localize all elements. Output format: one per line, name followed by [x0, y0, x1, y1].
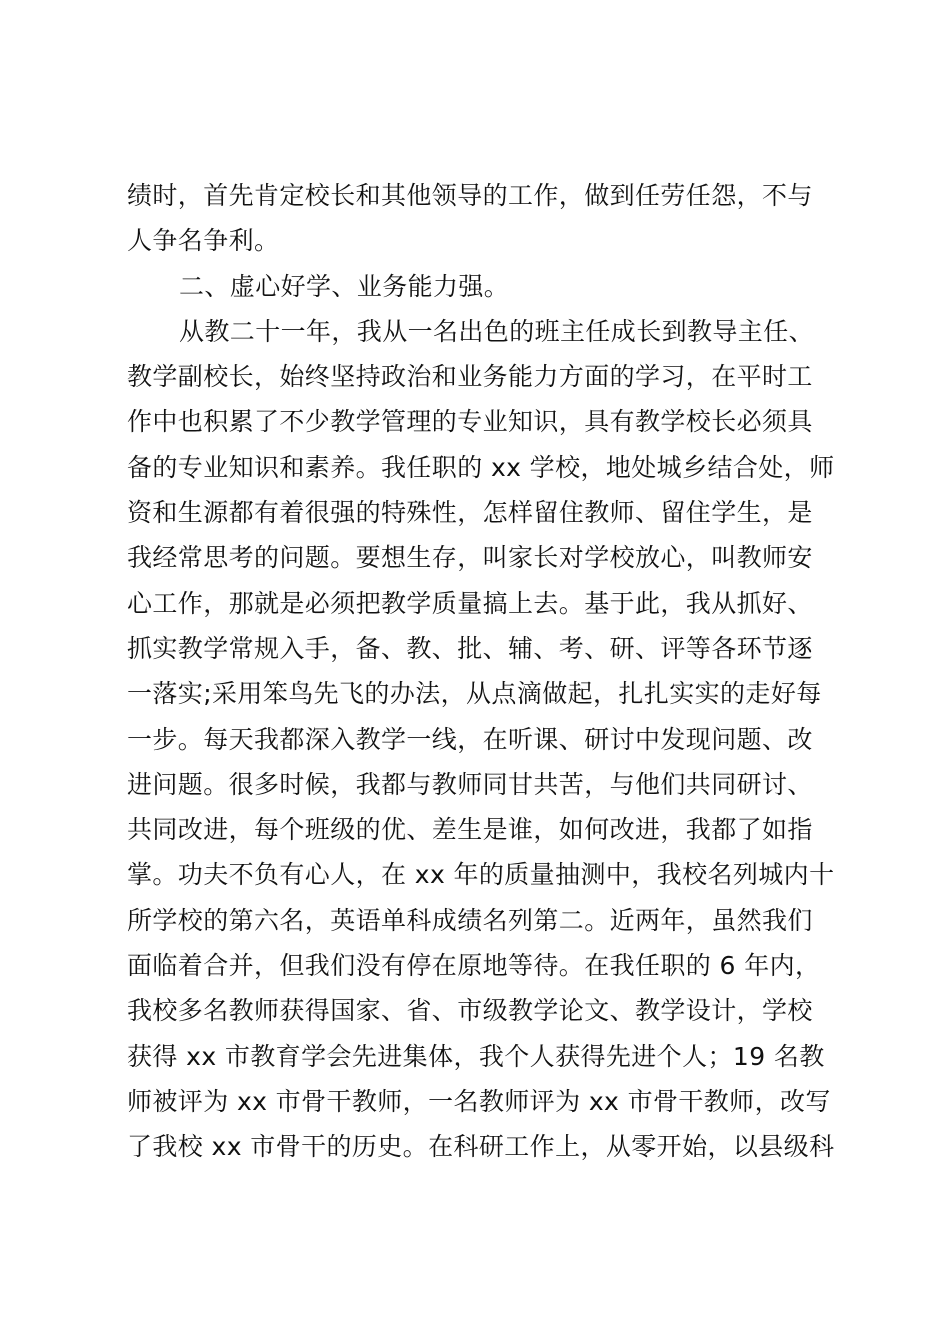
text-line: 一步。每天我都深入教学一线，在听课、研讨中发现问题、改 — [127, 724, 813, 754]
text-line: 心工作，那就是必须把教学质量搞上去。基于此，我从抓好、 — [127, 588, 813, 618]
text-line: 掌。功夫不负有心人，在 xx 年的质量抽测中，我校名列城内十 — [127, 860, 835, 890]
text-line: 获得 xx 市教育学会先进集体，我个人获得先进个人；19 名教 — [127, 1041, 825, 1071]
text-line: 一落实;采用笨鸟先飞的办法，从点滴做起，扎扎实实的走好每 — [127, 679, 822, 709]
text-line: 绩时，首先肯定校长和其他领导的工作，做到任劳任怨，不与 — [127, 181, 813, 210]
text-line: 进问题。很多时候，我都与教师同甘共苦，与他们共同研讨、 — [127, 769, 813, 799]
text-line: 所学校的第六名，英语单科成绩名列第二。近两年，虽然我们 — [127, 905, 813, 935]
section-heading: 二、虚心好学、业务能力强。 — [179, 271, 510, 301]
text-line: 师被评为 xx 市骨干教师，一名教师评为 xx 市骨干教师，改写 — [127, 1086, 831, 1116]
text-line: 面临着合并，但我们没有停在原地等待。在我任职的 6 年内， — [127, 951, 821, 981]
text-line: 共同改进，每个班级的优、差生是谁，如何改进，我都了如指 — [127, 815, 813, 845]
text-line: 我校多名教师获得国家、省、市级教学论文、教学设计，学校 — [127, 996, 813, 1026]
text-line: 抓实教学常规入手，备、教、批、辅、考、研、评等各环节逐 — [127, 633, 813, 663]
text-line: 了我校 xx 市骨干的历史。在科研工作上，从零开始，以县级科 — [127, 1132, 835, 1162]
body-text — [127, 173, 837, 1170]
text-line: 资和生源都有着很强的特殊性，怎样留住教师、留住学生，是 — [127, 498, 813, 528]
text-line: 从教二十一年，我从一名出色的班主任成长到教导主任、 — [179, 316, 815, 346]
text-line: 作中也积累了不少教学管理的专业知识，具有教学校长必须具 — [127, 407, 813, 437]
text-line: 人争名争利。 — [127, 226, 280, 256]
text-line: 教学副校长，始终坚持政治和业务能力方面的学习，在平时工 — [127, 362, 813, 392]
text-line: 我经常思考的问题。要想生存，叫家长对学校放心，叫教师安 — [127, 543, 813, 573]
text-line: 备的专业知识和素养。我任职的 xx 学校，地处城乡结合处，师 — [127, 452, 835, 482]
